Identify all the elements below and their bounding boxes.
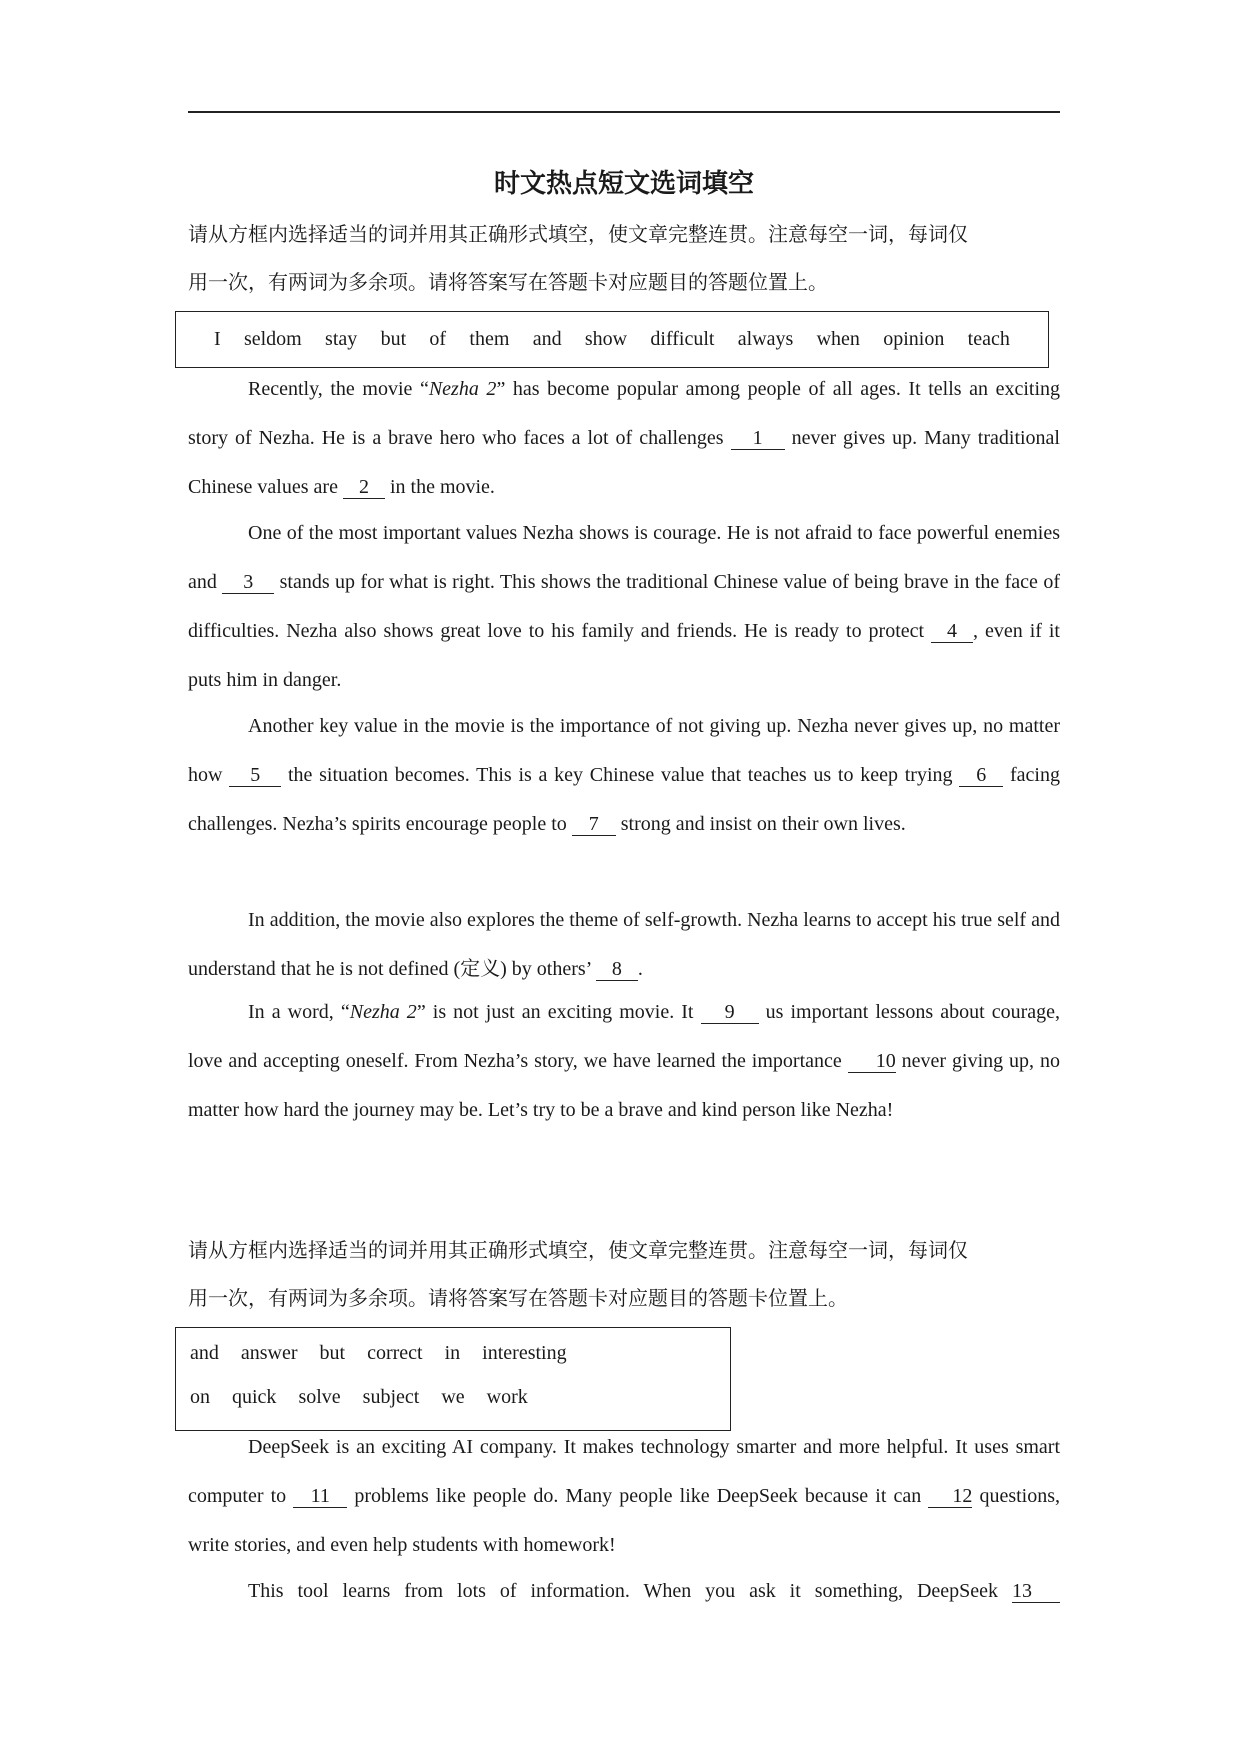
word-box-item: opinion <box>883 328 945 350</box>
paragraph-1: Recently, the movie “Nezha 2” has become popular among people of all ages. It tells an exciting story of Nezha. He is a brave hero who faces a lot of challenges 1 never gives up. Many traditional Chinese values are 2 in the movie. <box>188 378 1061 498</box>
paragraph-2: One of the most important values Nezha shows is courage. He is not afraid to face powerful enemies and 3 stands up for what is right. This shows the traditional Chinese value of being brave in the face of difficulties. Nezha also shows great love to his family and friends. He is ready to protect 4 , even if it puts him in danger. <box>188 522 1060 691</box>
word-box-item: seldom <box>243 328 302 350</box>
word-box-item: difficult <box>650 328 715 350</box>
header-rule <box>188 111 1060 113</box>
word-box-item: subject <box>362 1386 420 1408</box>
word-box-item: on <box>190 1386 210 1408</box>
word-box-item: always <box>737 328 794 350</box>
word-box-item: of <box>429 328 447 350</box>
word-box-item: them <box>469 328 510 350</box>
blank-9[interactable]: 9 <box>701 1001 759 1024</box>
blank-8[interactable]: 8 <box>596 958 638 981</box>
blank-13[interactable]: 13 <box>1012 1580 1060 1603</box>
word-box-item: when <box>816 328 860 350</box>
word-box-2-row-1 <box>190 1342 567 1365</box>
word-box-item: answer <box>240 1342 298 1364</box>
blank-1[interactable]: 1 <box>731 427 785 450</box>
blank-5[interactable]: 5 <box>229 764 281 787</box>
blank-7[interactable]: 7 <box>572 813 616 836</box>
word-box-item: and <box>532 328 562 350</box>
paragraph-4: In addition, the movie also explores the theme of self-growth. Nezha learns to accept his true self and understand that he is not defined (定义) by others’ 8 . <box>188 909 1060 980</box>
blank-2[interactable]: 2 <box>343 476 385 499</box>
page-title: 时文热点短文选词填空 <box>493 169 754 199</box>
word-box-item: we <box>441 1386 465 1408</box>
word-box <box>175 311 1049 368</box>
word-box-item: correct <box>367 1342 423 1364</box>
word-box-item: interesting <box>482 1342 567 1364</box>
blank-10[interactable]: 10 <box>848 1050 896 1073</box>
paragraph-3: Another key value in the movie is the importance of not giving up. Nezha never gives up, no matter how 5 the situation becomes. This is a key Chinese value that teaches us to keep trying 6 facing challenges. Nezha’s spirits encourage people to 7 strong and insist on their own lives. <box>188 715 1060 835</box>
instructions-2-line-1: 请从方框内选择适当的词并用其正确形式填空，使文章完整连贯。注意每空一词，每词仅 <box>188 1238 968 1262</box>
word-box-item: and <box>190 1342 219 1364</box>
blank-4[interactable]: 4 <box>931 620 973 643</box>
paragraph-5: In a word, “Nezha 2” is not just an exciting movie. It 9 us important lessons about courage, love and accepting oneself. From Nezha’s story, we have learned the importance 10 never giving up, no matter how hard the journey may be. Let’s try to be a brave and kind person like Nezha! <box>188 1001 1060 1121</box>
word-box-item: teach <box>967 328 1010 350</box>
blank-12[interactable]: 12 <box>928 1485 972 1508</box>
blank-6[interactable]: 6 <box>959 764 1003 787</box>
blank-11[interactable]: 11 <box>293 1485 347 1508</box>
instructions-line-2: 用一次，有两词为多余项。请将答案写在答题卡对应题目的答题位置上。 <box>188 270 828 294</box>
paragraph-6: DeepSeek is an exciting AI company. It makes technology smarter and more helpful. It uses smart computer to 11 problems like people do. Many people like DeepSeek because it can 12 questions, write stories, and even help students with homework! <box>188 1436 1060 1556</box>
word-box-2-row-2 <box>190 1386 528 1409</box>
word-box-item: stay <box>325 328 358 350</box>
word-box-item: solve <box>298 1386 341 1408</box>
word-box-item: in <box>444 1342 461 1364</box>
blank-3[interactable]: 3 <box>222 571 274 594</box>
word-box-item: show <box>584 328 628 350</box>
instructions-line-1: 请从方框内选择适当的词并用其正确形式填空，使文章完整连贯。注意每空一词，每词仅 <box>188 222 968 246</box>
word-box-item: I <box>214 328 221 350</box>
paragraph-7: This tool learns from lots of information. When you ask it something, DeepSeek 13 <box>188 1567 1060 1616</box>
word-box-item: quick <box>232 1386 277 1408</box>
word-box-item: but <box>319 1342 346 1364</box>
word-box-item: but <box>380 328 407 350</box>
instructions-2-line-2: 用一次，有两词为多余项。请将答案写在答题卡对应题目的答题卡位置上。 <box>188 1286 848 1310</box>
word-box-2 <box>175 1327 731 1431</box>
word-box-item: work <box>486 1386 528 1408</box>
